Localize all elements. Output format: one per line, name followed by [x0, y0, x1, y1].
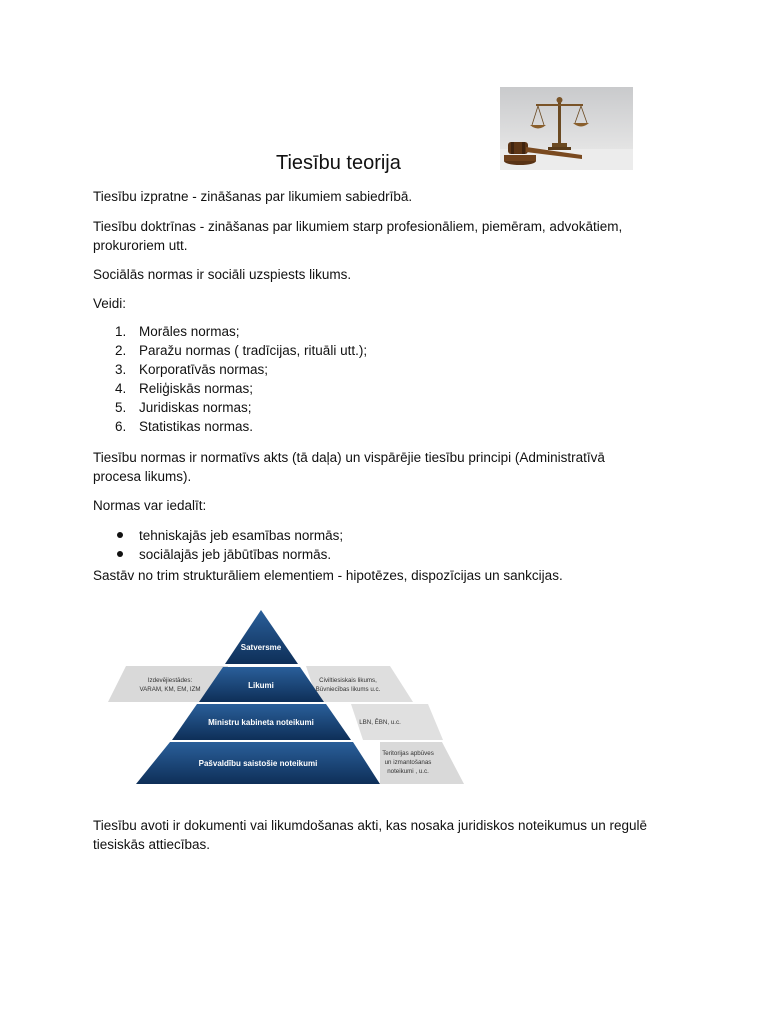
paragraph-legal-norms: Tiesību normas ir normatīvs akts (tā daļa) un vispārējie tiesību principi (Administratīvā procesa likums). [93, 450, 605, 484]
scales-of-justice-image [500, 87, 633, 170]
paragraph-division-heading: Normas var iedalīt: [93, 498, 207, 513]
right-note-2-line-2: Būvniecības likums u.c. [315, 686, 381, 693]
right-note-4-line-2: un izmantošanas [384, 759, 432, 766]
document-page: Tiesību teorija Tiesību izpratne - zināšanas par likumiem sabiedrībā. Tiesību doktrīnas - zināšanas par likumiem starp profesionāliem, piemēram, advokātiem, prokuroriem utt. Sociālās normas ir sociāli uzspiests likums. Veidi: 1. Morāles normas; 2. Paražu normas ( tradīcijas, rituāli utt.); 3. Korporatīvās normas; 4. Reliģiskās normas; 5. Juridiskas normas; 6. Statistikas normas. Tiesību normas ir normatīvs akts (tā daļa) un vispārējie tiesību principi (Administratīvā procesa likums). Normas var iedalīt: tehniskajās jeb esamības normās; sociālajās jeb jābūtības normās. Sastāv no trim strukturāliem elementiem - hipotēzes, dispozīcijas un sankcijas. Satversme Likumi Ministru kabineta noteikumi Pašvaldību saistošie noteikumi Izdevējiestādes: VARAM, KM, EM, IZM Civiltiesiskais likums, Būvniecības likums u.c. LBN, ĒBN, u.c. Teritorijas apbūves un izmantošanas noteikumi , u.c. Tiesību avoti ir dokumenti vai likumdošanas akti, kas nosaka juridiskos noteikumus un regulē tiesiskās attiecības. [0, 0, 768, 1024]
paragraph-doctrine: Tiesību doktrīnas - zināšanas par likumiem starp profesionāliem, piemēram, advokātiem, prokuroriem utt. [93, 219, 623, 253]
pyramid-label-4: Pašvaldību saistošie noteikumi [198, 759, 318, 768]
right-note-3: LBN, ĒBN, u.c. [359, 719, 401, 726]
left-note-line-1: Izdevējiestādes: [147, 677, 193, 684]
right-note-4-line-1: Teritorijas apbūves [382, 750, 434, 757]
paragraph-types-heading: Veidi: [93, 296, 127, 311]
pyramid-level-1 [225, 610, 298, 664]
pyramid-label-1: Satversme [240, 643, 282, 652]
legal-hierarchy-pyramid [108, 600, 464, 785]
pyramid-label-3: Ministru kabineta noteikumi [208, 718, 314, 727]
right-note-4-line-3: noteikumi , u.c. [387, 768, 429, 775]
bullet-icon [117, 551, 123, 557]
bullet-icon [117, 532, 123, 538]
page-title: Tiesību teorija [276, 152, 401, 174]
paragraph-structure: Sastāv no trim strukturāliem elementiem - hipotēzes, dispozīcijas un sankcijas. [93, 568, 563, 583]
pyramid-right-band-2 [306, 666, 413, 702]
paragraph-understanding: Tiesību izpratne - zināšanas par likumiem sabiedrībā. [93, 189, 413, 204]
left-note-line-2: VARAM, KM, EM, IZM [139, 686, 201, 693]
paragraph-sources: Tiesību avoti ir dokumenti vai likumdošanas akti, kas nosaka juridiskos noteikumus un regulē tiesiskās attiecības. [93, 818, 648, 852]
pyramid-label-2: Likumi [248, 681, 274, 690]
right-note-2-line-1: Civiltiesiskais likums, [319, 677, 377, 684]
paragraph-social-norms: Sociālās normas ir sociāli uzspiests likums. [93, 267, 352, 282]
